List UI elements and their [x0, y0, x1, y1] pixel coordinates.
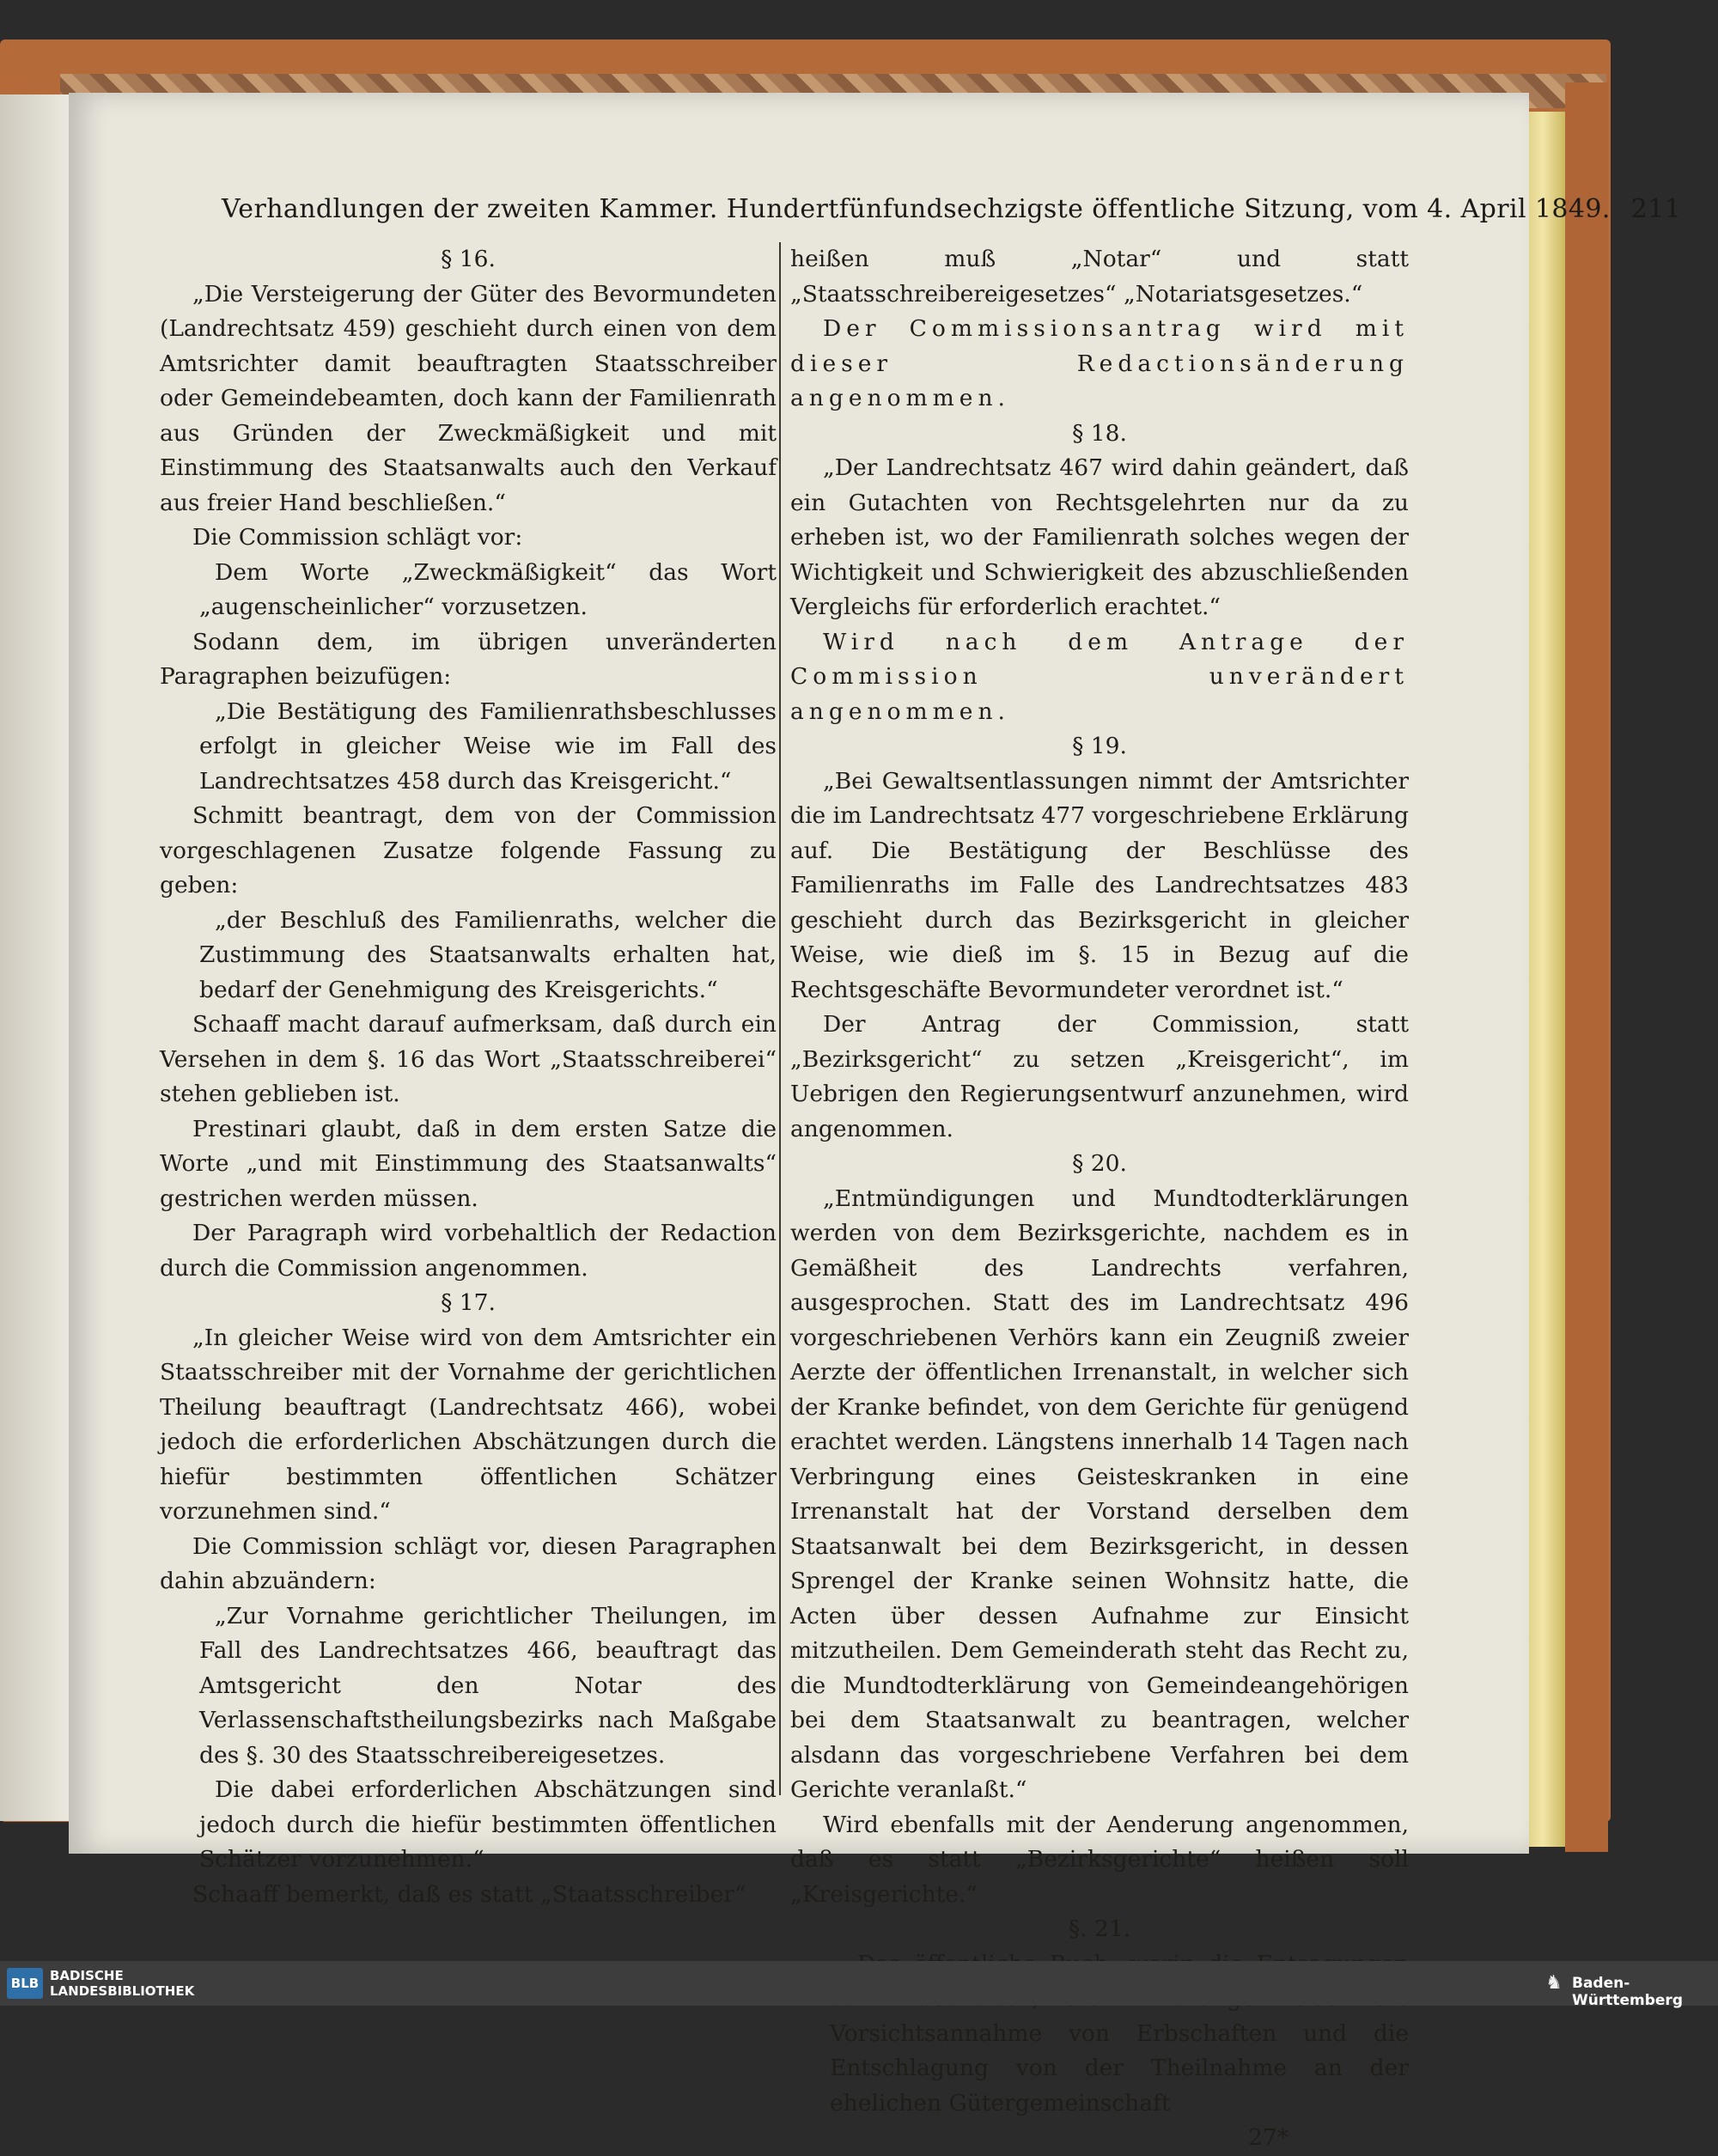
- section-heading: § 18.: [1072, 419, 1127, 447]
- paragraph: Die Commission schlägt vor, diesen Paragraphen dahin abzuändern:: [160, 1532, 777, 1594]
- left-column: [160, 242, 777, 1912]
- blb-logo-icon[interactable]: BLB: [7, 1968, 43, 1999]
- paragraph: „der Beschluß des Familienraths, welcher die Zustimmung des Staatsanwalts erhalten hat, bedarf der Genehmigung des Kreisgerichts.“: [199, 906, 777, 1003]
- section-heading: § 16.: [441, 246, 496, 272]
- section-heading: § 17.: [441, 1289, 496, 1316]
- library-name[interactable]: [50, 1968, 194, 1999]
- section-heading: § 19.: [1072, 733, 1127, 759]
- paragraph: Der Antrag der Commission, statt „Bezirksgericht“ zu setzen „Kreisgericht“, im Uebrigen den Regierungsentwurf anzunehmen, wird angenommen.: [790, 1011, 1409, 1142]
- paragraph: „Entmündigungen und Mundtodterklärungen werden von dem Bezirksgerichte, nachdem es in Gemäßheit des Landrechts verfahren, ausgesprochen. Statt des im Landrechtsatz 496 vorgeschriebenen Verhörs kann ein Zeugniß zweier Aerzte der öffentlichen Irrenanstalt, in welcher sich der Kranke befindet, von dem Gerichte für genügend erachtet werden. Längstens innerhalb 14 Tagen nach Verbringung eines Geisteskranken in eine Irrenanstalt hat der Vorstand derselben dem Staatsanwalt bei dem Bezirksgericht, in dessen Sprengel der Kranke seinen Wohnsitz hatte, die Acten über dessen Aufnahme zur Einsicht mitzutheilen. Dem Gemeinderath steht das Recht zu, die Mundtodterklärung von Gemeindeangehörigen bei dem Staatsanwalt zu beantragen, welcher alsdann das vorgeschriebene Verfahren bei dem Gerichte veranlaßt.“: [790, 1185, 1409, 1803]
- baden-wuerttemberg-crest-icon[interactable]: ♞: [1545, 1972, 1563, 1994]
- paragraph: Sodann dem, im übrigen unveränderten Paragraphen beizufügen:: [160, 628, 777, 690]
- paragraph: Schaaff bemerkt, daß es statt „Staatsschreiber“: [192, 1880, 746, 1908]
- library-name-line2: LANDESBIBLIOTHEK: [50, 1983, 195, 1999]
- paragraph: Wird nach dem Antrage der Commission unverändert angenommen.: [790, 628, 1409, 725]
- paragraph: Die dabei erforderlichen Abschätzungen sind jedoch durch die hiefür bestimmten öffentlichen Schätzer vorzunehmen.“: [199, 1776, 777, 1873]
- right-column: [790, 242, 1409, 2156]
- section-heading: § 20.: [1072, 1150, 1127, 1177]
- section-heading: §. 21.: [1068, 1915, 1131, 1942]
- paragraph: „Die Versteigerung der Güter des Bevormundeten (Landrechtsatz 459) geschieht durch einen von dem Amtsrichter damit beauftragten Staatsschreiber oder Gemeindebeamten, doch kann der Familienrath aus Gründen der Zweckmäßigkeit und mit Einstimmung des Staatsanwalts auch den Verkauf aus freier Hand beschließen.“: [160, 280, 777, 516]
- paragraph: Schaaff macht darauf aufmerksam, daß durch ein Versehen in dem §. 16 das Wort „Staatsschreiberei“ stehen geblieben ist.: [160, 1011, 777, 1107]
- paragraph: „Bei Gewaltsentlassungen nimmt der Amtsrichter die im Landrechtsatz 477 vorgeschriebene Erklärung auf. Die Bestätigung der Beschlüsse des Familienraths im Falle des Landrechtsatzes 483 geschieht durch das Bezirksgericht in gleicher Weise, wie dieß im §. 15 in Bezug auf die Rechtsgeschäfte Bevormundeter verordnet ist.“: [790, 767, 1409, 1003]
- paragraph: Wird ebenfalls mit der Aenderung angenommen, daß es statt „Bezirksgerichte“ heißen soll „Kreisgerichte.“: [790, 1811, 1409, 1908]
- paragraph: Schmitt beantragt, dem von der Commission vorgeschlagenen Zusatze folgende Fassung zu geben:: [160, 802, 777, 898]
- paragraph: Die Commission schlägt vor:: [192, 524, 523, 551]
- footer-bar: [0, 1961, 1718, 2009]
- paragraph: Dem Worte „Zweckmäßigkeit“ das Wort „augenscheinlicher“ vorzusetzen.: [199, 558, 777, 620]
- cover-edge: [1565, 82, 1608, 1852]
- paragraph: Der Commissionsantrag wird mit dieser Redactionsänderung angenommen.: [790, 315, 1409, 411]
- paragraph: heißen muß „Notar“ und statt „Staatsschreibereigesetzes“ „Notariatsgesetzes.“: [790, 246, 1409, 308]
- running-title: Verhandlungen der zweiten Kammer. Hundertfünfundsechzigste öffentliche Sitzung, vom 4. April 1849.: [222, 194, 1611, 224]
- running-head: [222, 194, 1682, 224]
- column-divider: [779, 242, 781, 1795]
- paragraph: Vorsichtsannahme von Erbschaften und die Entschlagung von der Theilnahme an der ehelichen Gütergemeinschaft: [830, 2019, 1409, 2116]
- signature-mark: 27*: [1248, 2124, 1288, 2151]
- paragraph: Der Paragraph wird vorbehaltlich der Redaction durch die Commission angenommen.: [160, 1220, 777, 1282]
- paragraph: „Zur Vornahme gerichtlicher Theilungen, im Fall des Landrechtsatzes 466, beauftragt das Amtsgericht den Notar des Verlassenschaftstheilungsbezirks nach Maßgabe des §. 30 des Staatsschreibereigesetzes.: [199, 1602, 777, 1769]
- paragraph: „In gleicher Weise wird von dem Amtsrichter ein Staatsschreiber mit der Vornahme der gerichtlichen Theilung beauftragt (Landrechtsatz 466), wobei jedoch die erforderlichen Abschätzungen durch die hiefür bestimmten öffentlichen Schätzer vorzunehmen sind.“: [160, 1324, 777, 1525]
- paragraph: Prestinari glaubt, daß in dem ersten Satze die Worte „und mit Einstimmung des Staatsanwalts“ gestrichen werden müssen.: [160, 1115, 777, 1212]
- paragraph: „Der Landrechtsatz 467 wird dahin geändert, daß ein Gutachten von Rechtsgelehrten nur da zu erheben ist, wo der Familienrath solches wegen der Wichtigkeit und Schwierigkeit des abzuschließenden Vergleichs für erforderlich erachtet.“: [790, 454, 1409, 620]
- state-name[interactable]: Baden-Württemberg: [1572, 1975, 1683, 2009]
- library-name-line1: BADISCHE: [50, 1968, 124, 1983]
- paragraph: „Die Bestätigung des Familienrathsbeschlusses erfolgt in gleicher Weise wie im Fall des Landrechtsatzes 458 durch das Kreisgericht.“: [199, 697, 777, 795]
- left-page-edge: [0, 94, 69, 1821]
- page-number: 211: [1630, 194, 1682, 224]
